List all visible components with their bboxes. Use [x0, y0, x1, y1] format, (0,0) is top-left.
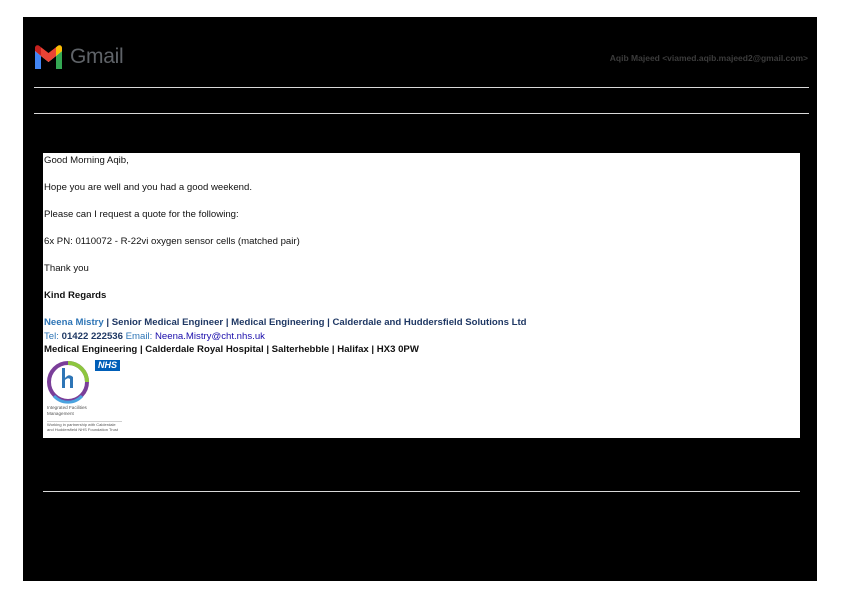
body-line: Please can I request a quote for the following:: [44, 209, 239, 220]
signature-contact-line: [44, 331, 265, 342]
greeting: Good Morning Aqib,: [44, 155, 129, 166]
tel-number: 01422 222536: [61, 331, 123, 342]
gmail-logo: [33, 44, 123, 70]
logo-caption: Integrated Facilities Management: [47, 405, 87, 416]
thanks: Thank you: [44, 263, 89, 274]
email-link[interactable]: Neena.Mistry@cht.nhs.uk: [154, 331, 265, 342]
message-body: [43, 153, 800, 438]
body-line: Hope you are well and you had a good weekend.: [44, 182, 253, 193]
divider: [34, 87, 809, 88]
divider: [43, 491, 800, 492]
hc-solutions-logo-icon: [45, 358, 91, 404]
gmail-logo-icon: [33, 45, 64, 69]
email-label: Email:: [122, 331, 155, 342]
gmail-wordmark: Gmail: [70, 45, 124, 68]
signature-role: | Senior Medical Engineer | Medical Engineering | Calderdale and Huddersfield Solutions Ltd: [103, 317, 527, 328]
signature-title-line: [44, 317, 527, 328]
nhs-badge: NHS: [95, 360, 120, 371]
kind-regards: Kind Regards: [44, 290, 107, 301]
signature-address: Medical Engineering | Calderdale Royal Hospital | Salterhebble | Halifax | HX3 0PW: [44, 344, 419, 355]
partnership-note: Working in partnership with Calderdale and Huddersfield NHS Foundation Trust: [47, 421, 122, 433]
body-line: 6x PN: 0110072 - R-22vi oxygen sensor cells (matched pair): [44, 236, 300, 247]
signature-name: Neena Mistry: [44, 317, 104, 328]
divider: [34, 113, 809, 114]
tel-label: Tel:: [44, 331, 62, 342]
account-label: Aqib Majeed <viamed.aqib.majeed2@gmail.com>: [609, 53, 808, 63]
